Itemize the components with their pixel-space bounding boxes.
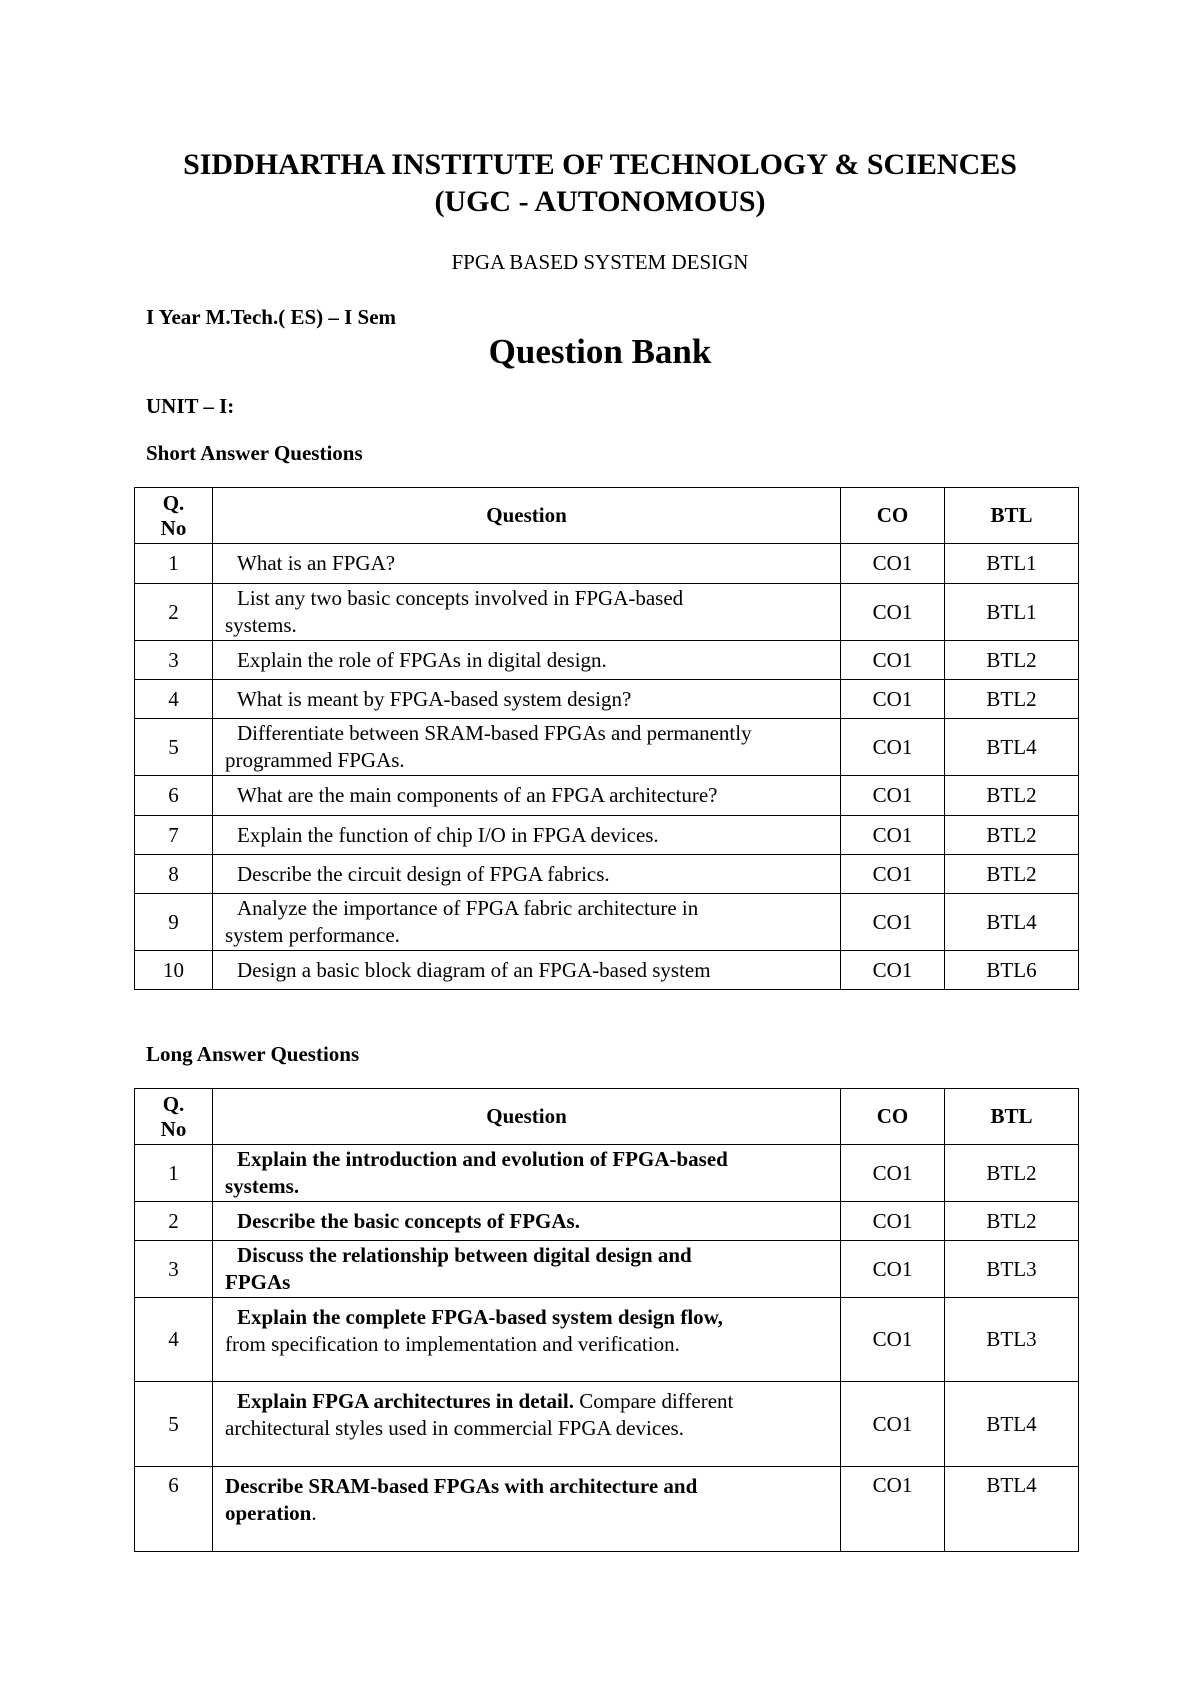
co-value: CO1 [841, 719, 945, 776]
question-number: 4 [135, 1298, 213, 1382]
document-title: Question Bank [488, 332, 712, 371]
institute-status: (UGC - AUTONOMOUS) [434, 185, 766, 218]
co-value: CO1 [841, 1145, 945, 1202]
btl-value: BTL4 [945, 1467, 1079, 1552]
table-header-row [135, 1089, 1079, 1145]
table-row [135, 776, 1079, 816]
year-semester: I Year M.Tech.( ES) – I Sem [146, 305, 397, 329]
question-text: What is an FPGA? [213, 544, 841, 584]
subject-title: FPGA BASED SYSTEM DESIGN [451, 250, 749, 274]
table-row [135, 855, 1079, 894]
question-text: Explain FPGA architectures in detail. Compare different architectural styles used in commercial FPGA devices. [213, 1382, 841, 1467]
question-number: 6 [135, 776, 213, 816]
col-question-header: Question [213, 488, 841, 544]
long-answer-title: Long Answer Questions [146, 1042, 360, 1066]
co-value: CO1 [841, 816, 945, 855]
col-co-header: CO [841, 1089, 945, 1145]
unit-heading: UNIT – I: [146, 394, 235, 418]
question-text: Explain the introduction and evolution of FPGA-based systems. [213, 1145, 841, 1202]
co-value: CO1 [841, 544, 945, 584]
question-number: 1 [135, 1145, 213, 1202]
co-value: CO1 [841, 1467, 945, 1552]
question-number: 5 [135, 1382, 213, 1467]
col-co-header: CO [841, 488, 945, 544]
question-text: Explain the role of FPGAs in digital design. [213, 641, 841, 680]
table-header-row [135, 488, 1079, 544]
table-row [135, 816, 1079, 855]
question-number: 8 [135, 855, 213, 894]
co-value: CO1 [841, 894, 945, 951]
col-question-header: Question [213, 1089, 841, 1145]
question-text: Explain the complete FPGA-based system design flow, from specification to implementation and verification. [213, 1298, 841, 1382]
co-value: CO1 [841, 584, 945, 641]
short-answer-title: Short Answer Questions [146, 441, 363, 465]
table-row [135, 1382, 1079, 1467]
co-value: CO1 [841, 776, 945, 816]
question-number: 3 [135, 1241, 213, 1298]
table-row [135, 1298, 1079, 1382]
btl-value: BTL4 [945, 719, 1079, 776]
table-row [135, 584, 1079, 641]
btl-value: BTL3 [945, 1298, 1079, 1382]
long-answer-table [134, 1088, 1079, 1552]
institute-header [0, 146, 1200, 220]
btl-value: BTL2 [945, 816, 1079, 855]
table-row [135, 951, 1079, 990]
btl-value: BTL4 [945, 894, 1079, 951]
question-text: Describe the basic concepts of FPGAs. [213, 1202, 841, 1241]
col-btl-header: BTL [945, 488, 1079, 544]
co-value: CO1 [841, 1382, 945, 1467]
institute-name: SIDDHARTHA INSTITUTE OF TECHNOLOGY & SCIENCES [183, 148, 1017, 181]
question-number: 7 [135, 816, 213, 855]
question-text: Explain the function of chip I/O in FPGA devices. [213, 816, 841, 855]
btl-value: BTL2 [945, 680, 1079, 719]
btl-value: BTL2 [945, 776, 1079, 816]
question-text: Discuss the relationship between digital design and FPGAs [213, 1241, 841, 1298]
table-row [135, 544, 1079, 584]
co-value: CO1 [841, 641, 945, 680]
btl-value: BTL2 [945, 855, 1079, 894]
btl-value: BTL1 [945, 584, 1079, 641]
co-value: CO1 [841, 680, 945, 719]
co-value: CO1 [841, 1202, 945, 1241]
question-text: Differentiate between SRAM-based FPGAs and permanently programmed FPGAs. [213, 719, 841, 776]
btl-value: BTL2 [945, 1145, 1079, 1202]
btl-value: BTL3 [945, 1241, 1079, 1298]
question-number: 9 [135, 894, 213, 951]
co-value: CO1 [841, 855, 945, 894]
co-value: CO1 [841, 1241, 945, 1298]
btl-value: BTL2 [945, 1202, 1079, 1241]
btl-value: BTL6 [945, 951, 1079, 990]
table-row [135, 894, 1079, 951]
question-text: Analyze the importance of FPGA fabric architecture in system performance. [213, 894, 841, 951]
question-number: 10 [135, 951, 213, 990]
question-number: 2 [135, 1202, 213, 1241]
btl-value: BTL4 [945, 1382, 1079, 1467]
table-row [135, 1202, 1079, 1241]
table-row [135, 1241, 1079, 1298]
question-number: 4 [135, 680, 213, 719]
table-row [135, 1467, 1079, 1552]
col-btl-header: BTL [945, 1089, 1079, 1145]
question-text: Describe the circuit design of FPGA fabrics. [213, 855, 841, 894]
short-answer-table [134, 487, 1079, 990]
btl-value: BTL1 [945, 544, 1079, 584]
col-qno-header: Q. No [135, 488, 213, 544]
table-row [135, 719, 1079, 776]
question-number: 5 [135, 719, 213, 776]
col-qno-header: Q. No [135, 1089, 213, 1145]
co-value: CO1 [841, 1298, 945, 1382]
table-row [135, 641, 1079, 680]
question-text: Describe SRAM-based FPGAs with architecture and operation. [213, 1467, 841, 1552]
question-text: List any two basic concepts involved in FPGA-based systems. [213, 584, 841, 641]
question-text: What is meant by FPGA-based system design? [213, 680, 841, 719]
table-row [135, 1145, 1079, 1202]
question-number: 1 [135, 544, 213, 584]
table-row [135, 680, 1079, 719]
question-number: 3 [135, 641, 213, 680]
btl-value: BTL2 [945, 641, 1079, 680]
question-text: What are the main components of an FPGA architecture? [213, 776, 841, 816]
co-value: CO1 [841, 951, 945, 990]
question-text: Design a basic block diagram of an FPGA-based system [213, 951, 841, 990]
question-number: 6 [135, 1467, 213, 1552]
question-number: 2 [135, 584, 213, 641]
